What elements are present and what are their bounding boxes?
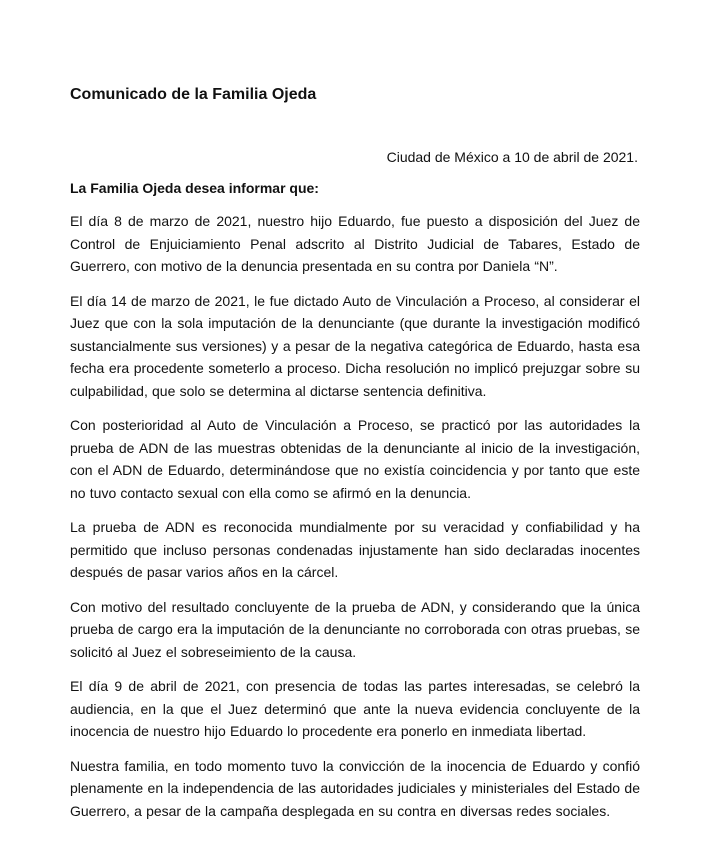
document-title: Comunicado de la Familia Ojeda — [70, 86, 317, 103]
document-body — [70, 210, 640, 834]
paragraph-4: La prueba de ADN es reconocida mundialmente por su veracidad y confiabilidad y ha permitido que incluso personas condenadas injustamente han sido declaradas inocentes después de pasar varios años en la cárcel. — [70, 519, 640, 580]
paragraph-6: El día 9 de abril de 2021, con presencia de todas las partes interesadas, se celebró la audiencia, en la que el Juez determinó que ante la nueva evidencia concluyente de la inocencia de nuestro hijo Eduardo lo procedente era ponerlo en inmediata libertad. — [70, 678, 640, 739]
date-line: Ciudad de México a 10 de abril de 2021. — [386, 149, 638, 165]
paragraph-3: Con posterioridad al Auto de Vinculación a Proceso, se practicó por las autoridades la prueba de ADN de las muestras obtenidas de la denunciante al inicio de la investigación, con el ADN de Eduardo, determinándose que no existía coincidencia y por tanto que este no tuvo contacto sexual con ella como se afirmó en la denuncia. — [70, 417, 640, 501]
intro-heading: La Familia Ojeda desea informar que: — [70, 180, 319, 196]
paragraph-7: Nuestra familia, en todo momento tuvo la convicción de la inocencia de Eduardo y confió plenamente en la independencia de las autoridades judiciales y ministeriales del Estado de Guerrero, a pesar de la campaña desplegada en su contra en diversas redes sociales. — [70, 757, 640, 819]
paragraph-5: Con motivo del resultado concluyente de la prueba de ADN, y considerando que la única prueba de cargo era la imputación de la denunciante no corroborada con otras pruebas, se solicitó al Juez el sobreseimiento de la causa. — [70, 598, 640, 660]
paragraph-1: El día 8 de marzo de 2021, nuestro hijo Eduardo, fue puesto a disposición del Juez de Control de Enjuiciamiento Penal adscrito al Distrito Judicial de Tabares, Estado de Guerrero, con motivo de la denuncia presentada en su contra por Daniela “N”. — [70, 213, 640, 274]
paragraph-2: El día 14 de marzo de 2021, le fue dictado Auto de Vinculación a Proceso, al considerar el Juez que con la sola imputación de la denunciante (que durante la investigación modificó sustancialmente sus versiones) y a pesar de la negativa categórica de Eduardo, hasta esa fecha era procedente someterlo a proceso. Dicha resolución no implicó prejuzgar sobre su culpabilidad, que solo se determina al dictarse sentencia definitiva. — [70, 292, 640, 399]
